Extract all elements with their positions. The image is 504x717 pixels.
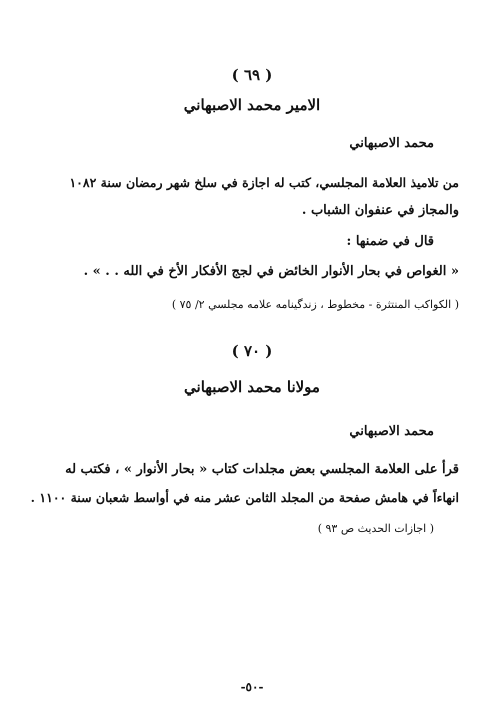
entry-69-title: الامير محمد الاصبهاني [183,96,321,114]
entry-69-paragraph-line-1: من تلاميذ العلامة المجلسي، كتب له اجازة في سلخ شهر رمضان سنة ١٠٨٢ [69,175,459,190]
entry-69-quote: « الغواص في بحار الأنوار الخائض في لجج الأفكار الأخ في الله . . » . [83,264,459,279]
page-number: -٥٠- [240,680,264,694]
entry-69-quote-intro: قال في ضمنها : [346,234,434,249]
entry-70-name: محمد الاصبهاني [349,424,434,439]
entry-69-name: محمد الاصبهاني [349,136,434,151]
entry-69-source: ( الكواكب المنتثرة - مخطوط ، زندگينامه علامه مجلسي ٢/ ٧٥ ) [171,298,459,311]
entry-69-paragraph-line-2: والمجاز في عنفوان الشباب . [301,203,459,218]
entry-70-paragraph-line-2: انهاءاً في هامش صفحة من المجلد الثامن عشر منه في أواسط شعبان سنة ١١٠٠ . [30,490,459,505]
entry-70-source: ( اجازات الحديث ص ٩٣ ) [317,522,434,535]
entry-70-title: مولانا محمد الاصبهاني [184,378,320,396]
entry-70-number: ( ٧٠ ) [231,342,273,360]
entry-69-number: ( ٦٩ ) [231,66,273,84]
entry-70-paragraph-line-1: قرأ على العلامة المجلسي بعض مجلدات كتاب « بحار الأنوار » ، فكتب له [65,462,459,477]
